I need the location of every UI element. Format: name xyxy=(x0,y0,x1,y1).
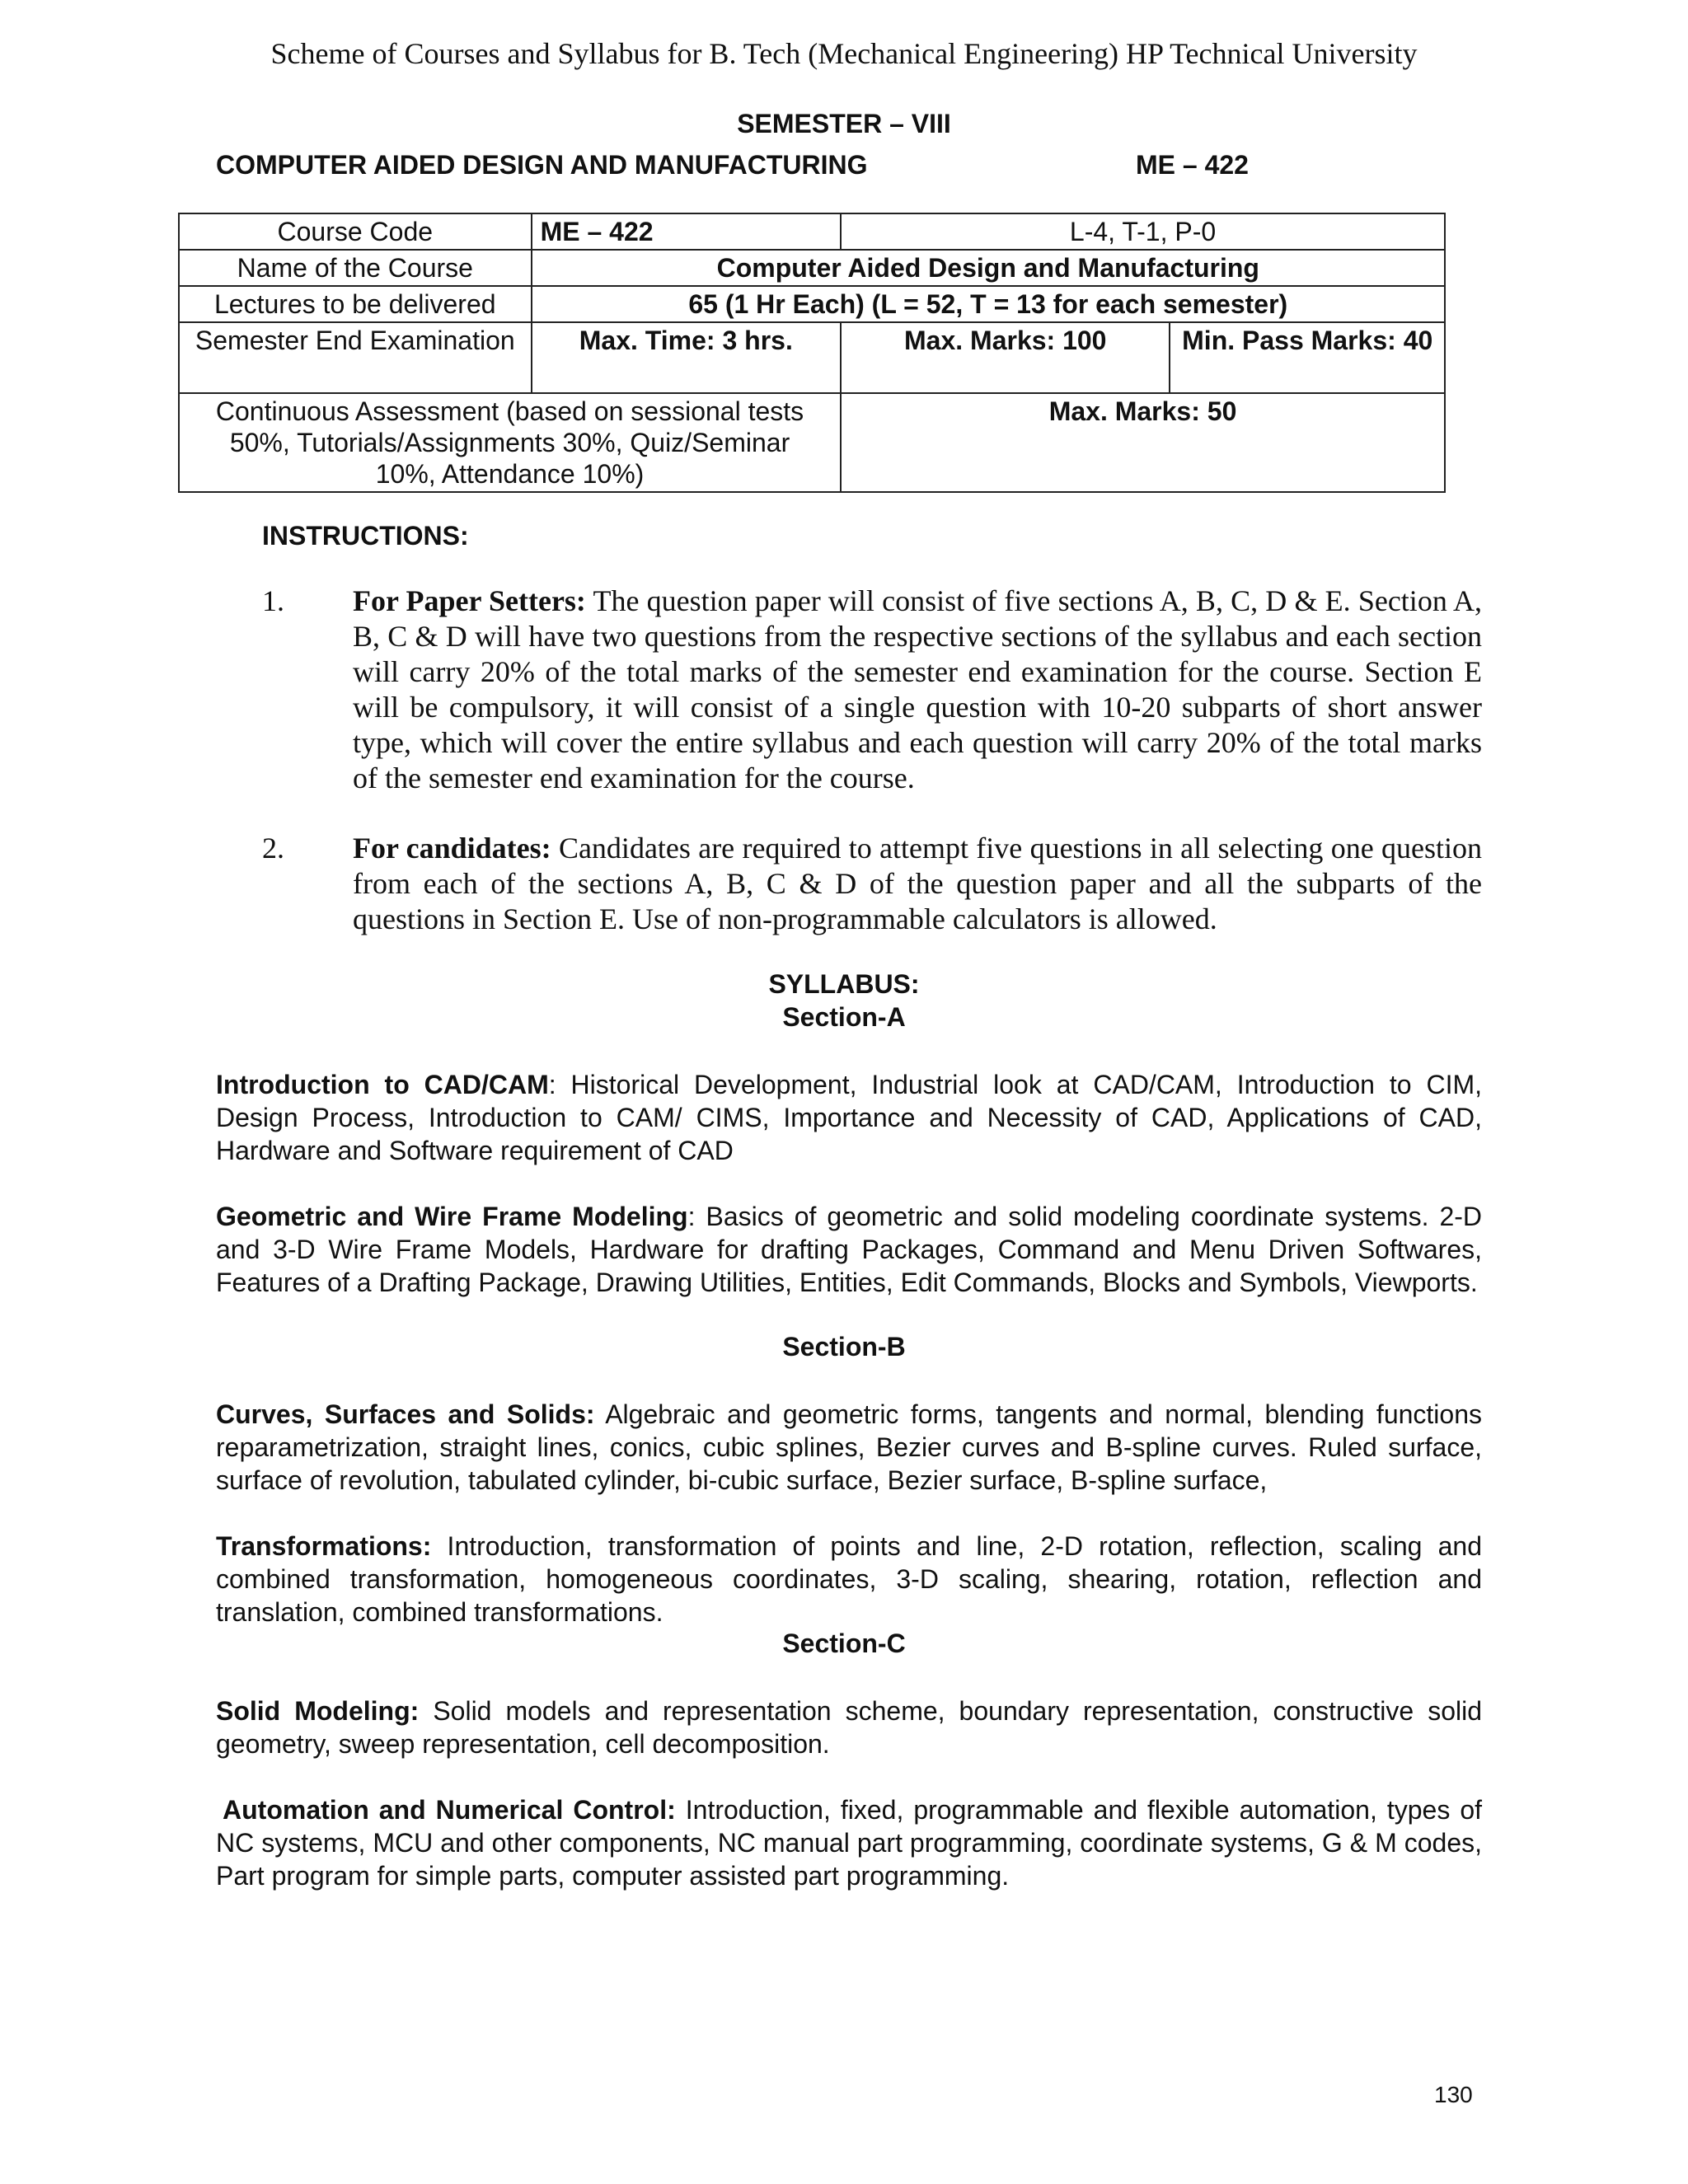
instruction-number: 1. xyxy=(262,584,284,617)
section-b-title: Section-B xyxy=(782,1332,906,1361)
table-row xyxy=(179,393,1445,492)
topic-paragraph xyxy=(216,1068,1482,1167)
instruction-number: 2. xyxy=(262,832,284,865)
syllabus-title: SYLLABUS: xyxy=(768,969,920,999)
table-row xyxy=(179,286,1445,322)
semester-title: SEMESTER – VIII xyxy=(737,109,951,138)
continuous-assessment-marks: Max. Marks: 50 xyxy=(841,393,1445,492)
instructions-title: INSTRUCTIONS: xyxy=(262,521,469,551)
table-row xyxy=(179,322,1445,393)
course-code-heading: ME – 422 xyxy=(1136,150,1249,180)
topic-title: Solid Modeling: xyxy=(216,1696,420,1726)
section-c-title: Section-C xyxy=(782,1629,906,1658)
instruction-text: The question paper will consist of five sections A, B, C, D & E. Section A, B, C & D will have two questions from the respective sections of the syllabus and each section will carry 20% of the total marks of the semester end examination for the course. Section E will be compulsory, it will consist of a single question with 10-20 subparts of short answer type, which will cover the entire syllabus and each question will carry 20% of the total marks of the semester end examination for the course. xyxy=(353,584,1483,794)
topic-paragraph xyxy=(216,1793,1482,1892)
continuous-assessment-label: Continuous Assessment (based on sessional tests 50%, Tutorials/Assignments 30%, Quiz/Seminar 10%, Attendance 10%) xyxy=(179,393,841,492)
course-name-value: Computer Aided Design and Manufacturing xyxy=(532,250,1445,286)
lectures-value: 65 (1 Hr Each) (L = 52, T = 13 for each semester) xyxy=(532,286,1445,322)
instruction-lead: For candidates: xyxy=(353,832,551,865)
topic-paragraph xyxy=(216,1530,1482,1629)
topic-text: : Historical Development, Industrial look at CAD/CAM, Introduction to CIM, Design Process, Introduction to CAM/ CIMS, Importance and Necessity of CAD, Applications of CAD, Hardware and Software requirement of CAD xyxy=(216,1070,1483,1165)
course-code-value: ME – 422 xyxy=(532,213,841,250)
topic-title: Transformations: xyxy=(216,1531,432,1561)
table-row xyxy=(179,250,1445,286)
instruction-text: Candidates are required to attempt five questions in all selecting one question from each of the sections A, B, C & D of the question paper and all the subparts of the questions in Section E. Use of non-programmable calculators is allowed. xyxy=(353,832,1483,935)
max-marks: Max. Marks: 100 xyxy=(841,322,1170,393)
topic-text: Introduction, fixed, programmable and flexible automation, types of NC systems, MCU and other components, NC manual part programming, coordinate systems, G & M codes, Part program for simple parts, computer assisted part programming. xyxy=(216,1795,1483,1891)
course-info-table xyxy=(178,213,1446,493)
topic-paragraph xyxy=(216,1398,1482,1497)
topic-title: Geometric and Wire Frame Modeling xyxy=(216,1202,688,1231)
topic-title: Automation and Numerical Control: xyxy=(223,1795,676,1825)
lectures-label: Lectures to be delivered xyxy=(179,286,532,322)
course-code-label: Course Code xyxy=(179,213,532,250)
course-title: COMPUTER AIDED DESIGN AND MANUFACTURING xyxy=(216,150,868,180)
ltp-value: L-4, T-1, P-0 xyxy=(841,213,1445,250)
instruction-lead: For Paper Setters: xyxy=(353,584,586,617)
section-a-title: Section-A xyxy=(782,1002,906,1032)
page-number: 130 xyxy=(1434,2082,1473,2107)
course-name-label: Name of the Course xyxy=(179,250,532,286)
topic-text: Introduction, transformation of points and line, 2-D rotation, reflection, scaling and combined transformation, homogeneous coordinates, 3-D scaling, shearing, rotation, reflection and translation, combined transformations. xyxy=(216,1531,1482,1627)
exam-label: Semester End Examination xyxy=(179,322,532,393)
topic-text: Algebraic and geometric forms, tangents and normal, blending functions reparametrization, straight lines, conics, cubic splines, Bezier curves and B-spline curves. Ruled surface, surface of revolution, tabulated cylinder, bi-cubic surface, Bezier surface, B-spline surface, xyxy=(216,1399,1482,1495)
table-row xyxy=(179,213,1445,250)
min-pass-marks: Min. Pass Marks: 40 xyxy=(1170,322,1445,393)
max-time: Max. Time: 3 hrs. xyxy=(532,322,841,393)
page-header: Scheme of Courses and Syllabus for B. Tech (Mechanical Engineering) HP Technical University xyxy=(270,37,1418,70)
topic-title: Curves, Surfaces and Solids: xyxy=(216,1399,595,1429)
topic-paragraph xyxy=(216,1694,1482,1760)
topic-title: Introduction to CAD/CAM xyxy=(216,1070,549,1099)
topic-text: Solid models and representation scheme, boundary representation, constructive solid geometry, sweep representation, cell decomposition. xyxy=(216,1696,1483,1759)
topic-paragraph xyxy=(216,1200,1482,1299)
topic-text: : Basics of geometric and solid modeling coordinate systems. 2-D and 3-D Wire Frame Models, Hardware for drafting Packages, Command and Menu Driven Softwares, Features of a Drafting Package, Drawing Utilities, Entities, Edit Commands, Blocks and Symbols, Viewports. xyxy=(216,1202,1483,1297)
